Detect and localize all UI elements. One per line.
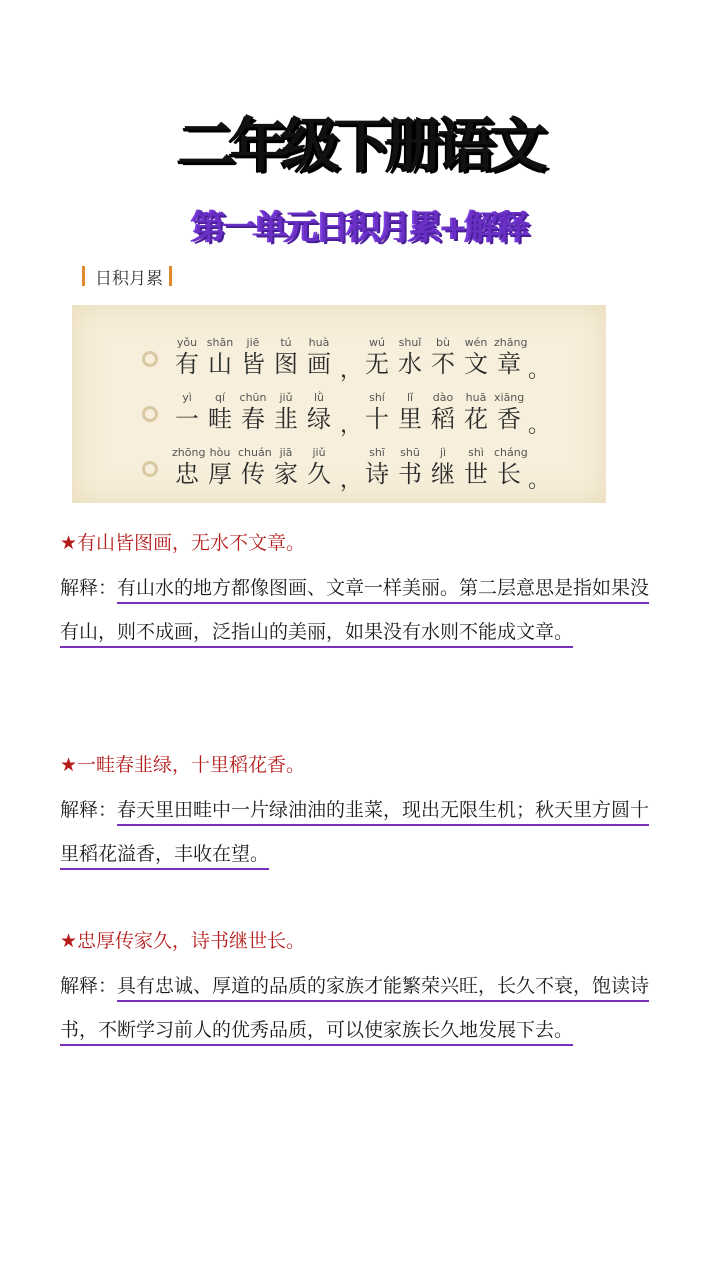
poem-char (362, 335, 392, 377)
hanzi: 诗 (365, 460, 389, 488)
hanzi: 花 (464, 405, 488, 433)
poem-char (238, 445, 272, 488)
explanation-label: 解释： (60, 975, 118, 997)
poem-char (362, 445, 392, 487)
hanzi: 长 (497, 460, 521, 488)
poem-char (172, 390, 202, 432)
pinyin: dào (432, 391, 454, 404)
poem-punct: 。 (528, 358, 551, 383)
pinyin: jiǔ (279, 391, 293, 404)
page-title: 二年级下册语文 (177, 111, 542, 179)
pinyin: zhāng (494, 336, 528, 349)
hanzi: 画 (307, 350, 331, 378)
hanzi: 传 (241, 460, 265, 488)
hanzi: 十 (365, 405, 389, 433)
pinyin: huà (308, 336, 330, 349)
explanation-text: 有山水的地方都像图画、文章一样美丽。第二层意思是指如果没有山，则不成画，泛指山的美丽，如果没有水则不能成文章。 (60, 577, 650, 643)
hanzi: 皆 (241, 350, 265, 378)
pinyin: shū (400, 446, 420, 459)
explanation-label: 解释： (60, 577, 118, 599)
hanzi: 继 (431, 460, 455, 488)
pinyin: wú (369, 336, 385, 349)
pinyin: xiāng (494, 391, 525, 404)
pinyin: shuǐ (398, 336, 422, 349)
poem-char (428, 445, 458, 487)
poem-char (494, 335, 528, 378)
poem-char (461, 335, 491, 377)
poem-char (304, 335, 334, 377)
poem-char (304, 390, 334, 432)
item-heading: ★有山皆图画，无水不文章。 (60, 532, 306, 554)
poem-char (395, 445, 425, 487)
pinyin: yǒu (176, 336, 198, 349)
poem-char (205, 445, 235, 487)
poem-char (238, 335, 268, 377)
item-heading: ★忠厚传家久，诗书继世长。 (60, 930, 306, 952)
poem-char (205, 335, 235, 377)
hanzi: 稻 (431, 405, 455, 433)
page-subtitle: 第一单元日积月累+解释 (191, 208, 528, 248)
section-label-text: 日积月累 (95, 268, 163, 289)
section-label (72, 262, 172, 290)
hanzi: 文 (464, 350, 488, 378)
poem-char (271, 390, 301, 432)
hanzi: 香 (497, 405, 521, 433)
hanzi: 章 (497, 350, 521, 378)
poem-item-1 (60, 528, 660, 654)
poem-char (271, 335, 301, 377)
hanzi: 水 (398, 350, 422, 378)
explanation-text: 具有忠诚、厚道的品质的家族才能繁荣兴旺，长久不衰，饱读诗书，不断学习前人的优秀品质，可以使家族长久地发展下去。 (60, 975, 650, 1041)
poem-punct: ， (340, 358, 363, 383)
poem-char (395, 390, 425, 432)
explanation-label: 解释： (60, 799, 118, 821)
pinyin: jiā (279, 446, 293, 459)
bullet-icon (142, 406, 158, 422)
pinyin: chūn (239, 391, 267, 404)
poem-char (461, 390, 491, 432)
pinyin: cháng (494, 446, 528, 459)
poem-char (172, 335, 202, 377)
item-explanation (60, 788, 660, 876)
poem-char (494, 390, 524, 432)
item-heading: ★一畦春韭绿，十里稻花香。 (60, 754, 306, 776)
hanzi: 厚 (208, 460, 232, 488)
pinyin: jiē (246, 336, 260, 349)
poem-char (304, 445, 334, 487)
poem-item-3 (60, 926, 660, 1052)
poem-line (72, 321, 606, 383)
hanzi: 图 (274, 350, 298, 378)
pinyin: shì (468, 446, 484, 459)
poem-char (271, 445, 301, 487)
poem-card (72, 305, 606, 503)
label-bar-right (169, 266, 172, 286)
pinyin: shān (206, 336, 234, 349)
hanzi: 忠 (175, 460, 199, 488)
hanzi: 世 (464, 460, 488, 488)
bullet-icon (142, 461, 158, 477)
hanzi: 山 (208, 350, 232, 378)
pinyin: tú (280, 336, 292, 349)
hanzi: 家 (274, 460, 298, 488)
pinyin: shī (369, 446, 385, 459)
explanation-text: 春天里田畦中一片绿油油的韭菜，现出无限生机；秋天里方圆十里稻花溢香，丰收在望。 (60, 799, 650, 865)
poem-punct: 。 (528, 413, 551, 438)
hanzi: 畦 (208, 405, 232, 433)
pinyin: lǜ (313, 391, 325, 404)
pinyin: yì (182, 391, 192, 404)
label-bar-left (82, 266, 85, 286)
pinyin: shí (369, 391, 385, 404)
poem-item-2 (60, 750, 660, 876)
poem-punct: ， (340, 413, 363, 438)
pinyin: lǐ (406, 391, 414, 404)
pinyin: wén (464, 336, 488, 349)
poem-char (172, 445, 206, 488)
poem-char (362, 390, 392, 432)
pinyin: jì (439, 446, 447, 459)
hanzi: 春 (241, 405, 265, 433)
poem-char (428, 335, 458, 377)
hanzi: 一 (175, 405, 199, 433)
poem-char (238, 390, 268, 432)
poem-line (72, 376, 606, 438)
hanzi: 不 (431, 350, 455, 378)
item-explanation (60, 964, 660, 1052)
pinyin: jiǔ (312, 446, 326, 459)
poem-punct: 。 (528, 468, 551, 493)
hanzi: 有 (175, 350, 199, 378)
hanzi: 韭 (274, 405, 298, 433)
hanzi: 书 (398, 460, 422, 488)
poem-char (461, 445, 491, 487)
pinyin: qí (214, 391, 226, 404)
poem-line (72, 431, 606, 493)
poem-char (395, 335, 425, 377)
pinyin: zhōng (172, 446, 206, 459)
poem-punct: ， (340, 468, 363, 493)
item-explanation (60, 566, 660, 654)
bullet-icon (142, 351, 158, 367)
poem-char (494, 445, 528, 488)
poem-char (205, 390, 235, 432)
pinyin: hòu (209, 446, 231, 459)
hanzi: 绿 (307, 405, 331, 433)
pinyin: bù (436, 336, 450, 349)
hanzi: 久 (307, 460, 331, 488)
poem-char (428, 390, 458, 432)
pinyin: huā (465, 391, 487, 404)
pinyin: chuán (238, 446, 272, 459)
hanzi: 无 (365, 350, 389, 378)
hanzi: 里 (398, 405, 422, 433)
